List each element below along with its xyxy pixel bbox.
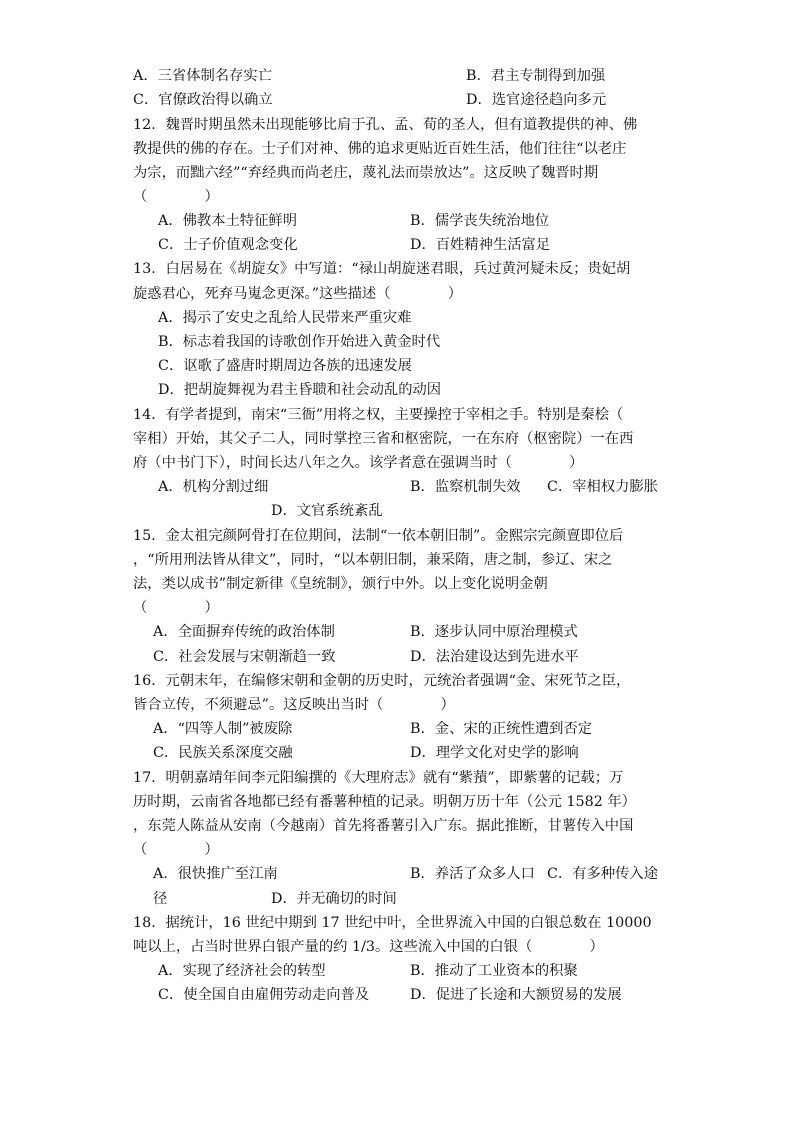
option-b[interactable]: B．逐步认同中原治理模式 [410, 624, 578, 640]
option-b[interactable]: B．推动了工业资本的积聚 [410, 963, 578, 979]
option-b[interactable]: B．标志着我国的诗歌创作开始进入黄金时代 [158, 334, 441, 350]
option-c[interactable]: C．宰相权力膨胀 [547, 479, 659, 495]
question-stem-line: 旋惑君心，死弃马嵬念更深。”这些描述（ ） [133, 286, 462, 302]
option-d[interactable]: D．百姓精神生活富足 [410, 237, 551, 253]
option-c[interactable]: C．讴歌了盛唐时期周边各族的迅速发展 [158, 358, 412, 374]
question-stem-line: ，东莞人陈益从安南（今越南）首先将番薯引入广东。据此推断，甘薯传入中国 [133, 818, 634, 834]
option-c[interactable]: C．民族关系深度交融 [153, 745, 293, 761]
option-d[interactable]: D．选官途径趋向多元 [466, 92, 607, 108]
option-b[interactable]: B．儒学丧失统治地位 [410, 213, 550, 229]
question-stem-line: ，“所用刑法皆从律文”，同时，“以本朝旧制，兼采隋，唐之制，参辽、宋之 [133, 552, 613, 568]
option-b[interactable]: B．君主专制得到加强 [466, 68, 606, 84]
question-stem-line: 宰相）开始，其父子二人，同时掌控三省和枢密院，一在东府（枢密院）一在西 [133, 431, 634, 447]
option-c[interactable]: C．官僚政治得以确立 [133, 92, 273, 108]
answer-blank: （ ） [133, 189, 219, 205]
question-stem-line: 皆合立传，不须避忌”。这反映出当时（ ） [133, 697, 455, 713]
answer-blank: （ ） [133, 842, 219, 858]
option-d[interactable]: D．把胡旋舞视为君主昏聩和社会动乱的动因 [158, 382, 442, 398]
option-c-continuation: 径 [153, 891, 168, 907]
question-stem-line: 吨以上，占当时世界白银产量的约 1/3。这些流入中国的白银（ ） [133, 939, 604, 955]
option-c[interactable]: C．士子价值观念变化 [158, 237, 298, 253]
option-b[interactable]: B．金、宋的正统性遭到否定 [410, 721, 593, 737]
question-stem-line: 为宗，而黜六经”“弃经典而尚老庄，蔑礼法而崇放达”。这反映了魏晋时期 [133, 165, 599, 181]
question-stem-line: 14．有学者提到，南宋“三衙”用将之权，主要操控于宰相之手。特别是秦桧（ [133, 407, 624, 423]
option-a[interactable]: A．机构分割过细 [158, 479, 269, 495]
option-d[interactable]: D．促进了长途和大额贸易的发展 [410, 987, 622, 1003]
option-d[interactable]: D．法治建设达到先进水平 [410, 649, 579, 665]
question-stem-line: 法，类以成书”制定新律《皇统制》，颁行中外。以上变化说明金朝 [133, 576, 548, 592]
option-a[interactable]: A．全面摒弃传统的政治体制 [153, 624, 335, 640]
question-stem-line: 18．据统计，16 世纪中期到 17 世纪中叶，全世界流入中国的白银总数在 10000 [133, 915, 652, 931]
question-stem-line: 15．金太祖完颜阿骨打在位期间，法制“一依本朝旧制”。金熙宗完颜亶即位后 [133, 528, 624, 544]
question-stem-line: 历时期，云南省各地都已经有番薯种植的记录。明朝万历十年（公元 1582 年） [133, 794, 636, 810]
question-stem-line: 12．魏晋时期虽然未出现能够比肩于孔、孟、荀的圣人，但有道教提供的神、佛 [133, 117, 638, 133]
question-stem-line: 府（中书门下），时间长达八年之久。该学者意在强调当时（ ） [133, 455, 584, 471]
option-b[interactable]: B．监察机制失效 [410, 479, 521, 495]
option-d[interactable]: D．文官系统紊乱 [271, 503, 383, 519]
option-c[interactable]: C．使全国自由雇佣劳动走向普及 [158, 987, 370, 1003]
option-a[interactable]: A．佛教本土特征鲜明 [158, 213, 297, 229]
option-a[interactable]: A．三省体制名存实亡 [133, 68, 272, 84]
option-d[interactable]: D．并无确切的时间 [271, 891, 397, 907]
option-a[interactable]: A．“四等人制”被废除 [153, 721, 293, 737]
option-c[interactable]: C．社会发展与宋朝渐趋一致 [153, 649, 336, 665]
option-a[interactable]: A．很快推广至江南 [153, 866, 278, 882]
option-a[interactable]: A．实现了经济社会的转型 [158, 963, 326, 979]
answer-blank: （ ） [133, 600, 219, 616]
question-stem-line: 17．明朝嘉靖年间李元阳编撰的《大理府志》就有“紫蕷”，即紫薯的记载；万 [133, 770, 624, 786]
option-c[interactable]: C．有多种传入途 [547, 866, 659, 882]
question-stem-line: 13．白居易在《胡旋女》中写道：“禄山胡旋迷君眼，兵过黄河疑未反；贵妃胡 [133, 261, 631, 277]
option-a[interactable]: A．揭示了安史之乱给人民带来严重灾难 [158, 310, 412, 326]
option-b[interactable]: B．养活了众多人口 [410, 866, 535, 882]
question-stem-line: 教提供的佛的存在。士子们对神、佛的追求更贴近百姓生活，他们往往“以老庄 [133, 141, 627, 157]
option-d[interactable]: D．理学文化对史学的影响 [410, 745, 579, 761]
question-stem-line: 16．元朝末年，在编修宋朝和金朝的历史时，元统治者强调“金、宋死节之臣， [133, 673, 631, 689]
